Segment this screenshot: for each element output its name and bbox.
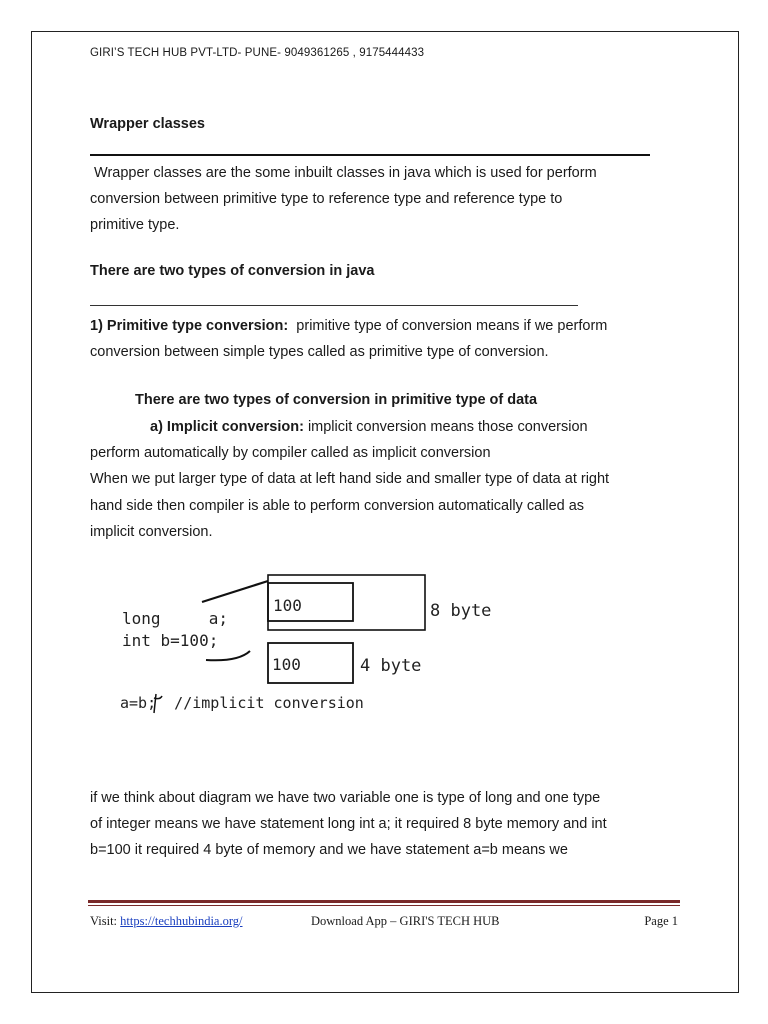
conversion-subheading: There are two types of conversion in java [90, 263, 375, 279]
website-link[interactable]: https://techhubindia.org/ [120, 914, 243, 928]
int-value: 100 [272, 655, 301, 674]
closing-paragraph [90, 785, 690, 864]
implicit-line: implicit conversion. [90, 523, 213, 540]
implicit-line: hand side then compiler is able to perform conversion automatically called as [90, 497, 585, 514]
code-assign: a=b; //implicit conversion [120, 694, 364, 712]
implicit-conversion-diagram [110, 568, 492, 718]
footer-visit [90, 914, 243, 929]
long-arrow-line [202, 581, 268, 602]
primitive-line: conversion between simple types called as primitive type of conversion. [90, 344, 549, 361]
page-number: Page 1 [644, 914, 678, 928]
download-app-text: Download App – GIRI'S TECH HUB [311, 914, 500, 928]
primitive-text: primitive type of conversion means if we perform [296, 318, 608, 334]
page-header: GIRI’S TECH HUB PVT-LTD- PUNE- 9049361265 , 9175444433 [90, 47, 425, 59]
intro-line: conversion between primitive type to reference type and reference type to [90, 191, 563, 208]
subheading-underline [90, 305, 578, 306]
implicit-paragraph [90, 414, 690, 545]
footer-rule-thin [88, 905, 680, 906]
long-value: 100 [273, 596, 302, 615]
intro-line: Wrapper classes are the some inbuilt classes in java which is used for perform [90, 165, 597, 181]
implicit-label: a) Implicit conversion: [150, 419, 304, 435]
closing-line: b=100 it required 4 byte of memory and we have statement a=b means we [90, 842, 568, 859]
int-size: 4 byte [360, 656, 422, 676]
primitive-line [90, 313, 690, 339]
implicit-line: When we put larger type of data at left hand side and smaller type of data at right [90, 471, 610, 488]
title-underline [90, 154, 650, 156]
primitive-paragraph [90, 313, 690, 365]
code-int: int b=100; [122, 631, 219, 650]
implicit-text: implicit conversion means those conversion [307, 419, 588, 435]
closing-line: if we think about diagram we have two variable one is type of long and one type [90, 790, 601, 806]
footer-rule [88, 900, 680, 903]
primitive-types-heading: There are two types of conversion in primitive type of data [135, 392, 538, 408]
code-long: long a; [122, 609, 228, 628]
primitive-label: 1) Primitive type conversion: [90, 318, 289, 334]
implicit-line [90, 414, 690, 440]
intro-paragraph [90, 160, 690, 239]
visit-label: Visit: [90, 914, 118, 928]
section-title: Wrapper classes [90, 116, 205, 132]
intro-line: primitive type. [90, 217, 180, 234]
closing-line: of integer means we have statement long int a; it required 8 byte memory and int [90, 816, 607, 833]
implicit-line: perform automatically by compiler called as implicit conversion [90, 445, 491, 462]
long-size: 8 byte [430, 601, 492, 621]
int-arrow-curve [206, 651, 250, 660]
